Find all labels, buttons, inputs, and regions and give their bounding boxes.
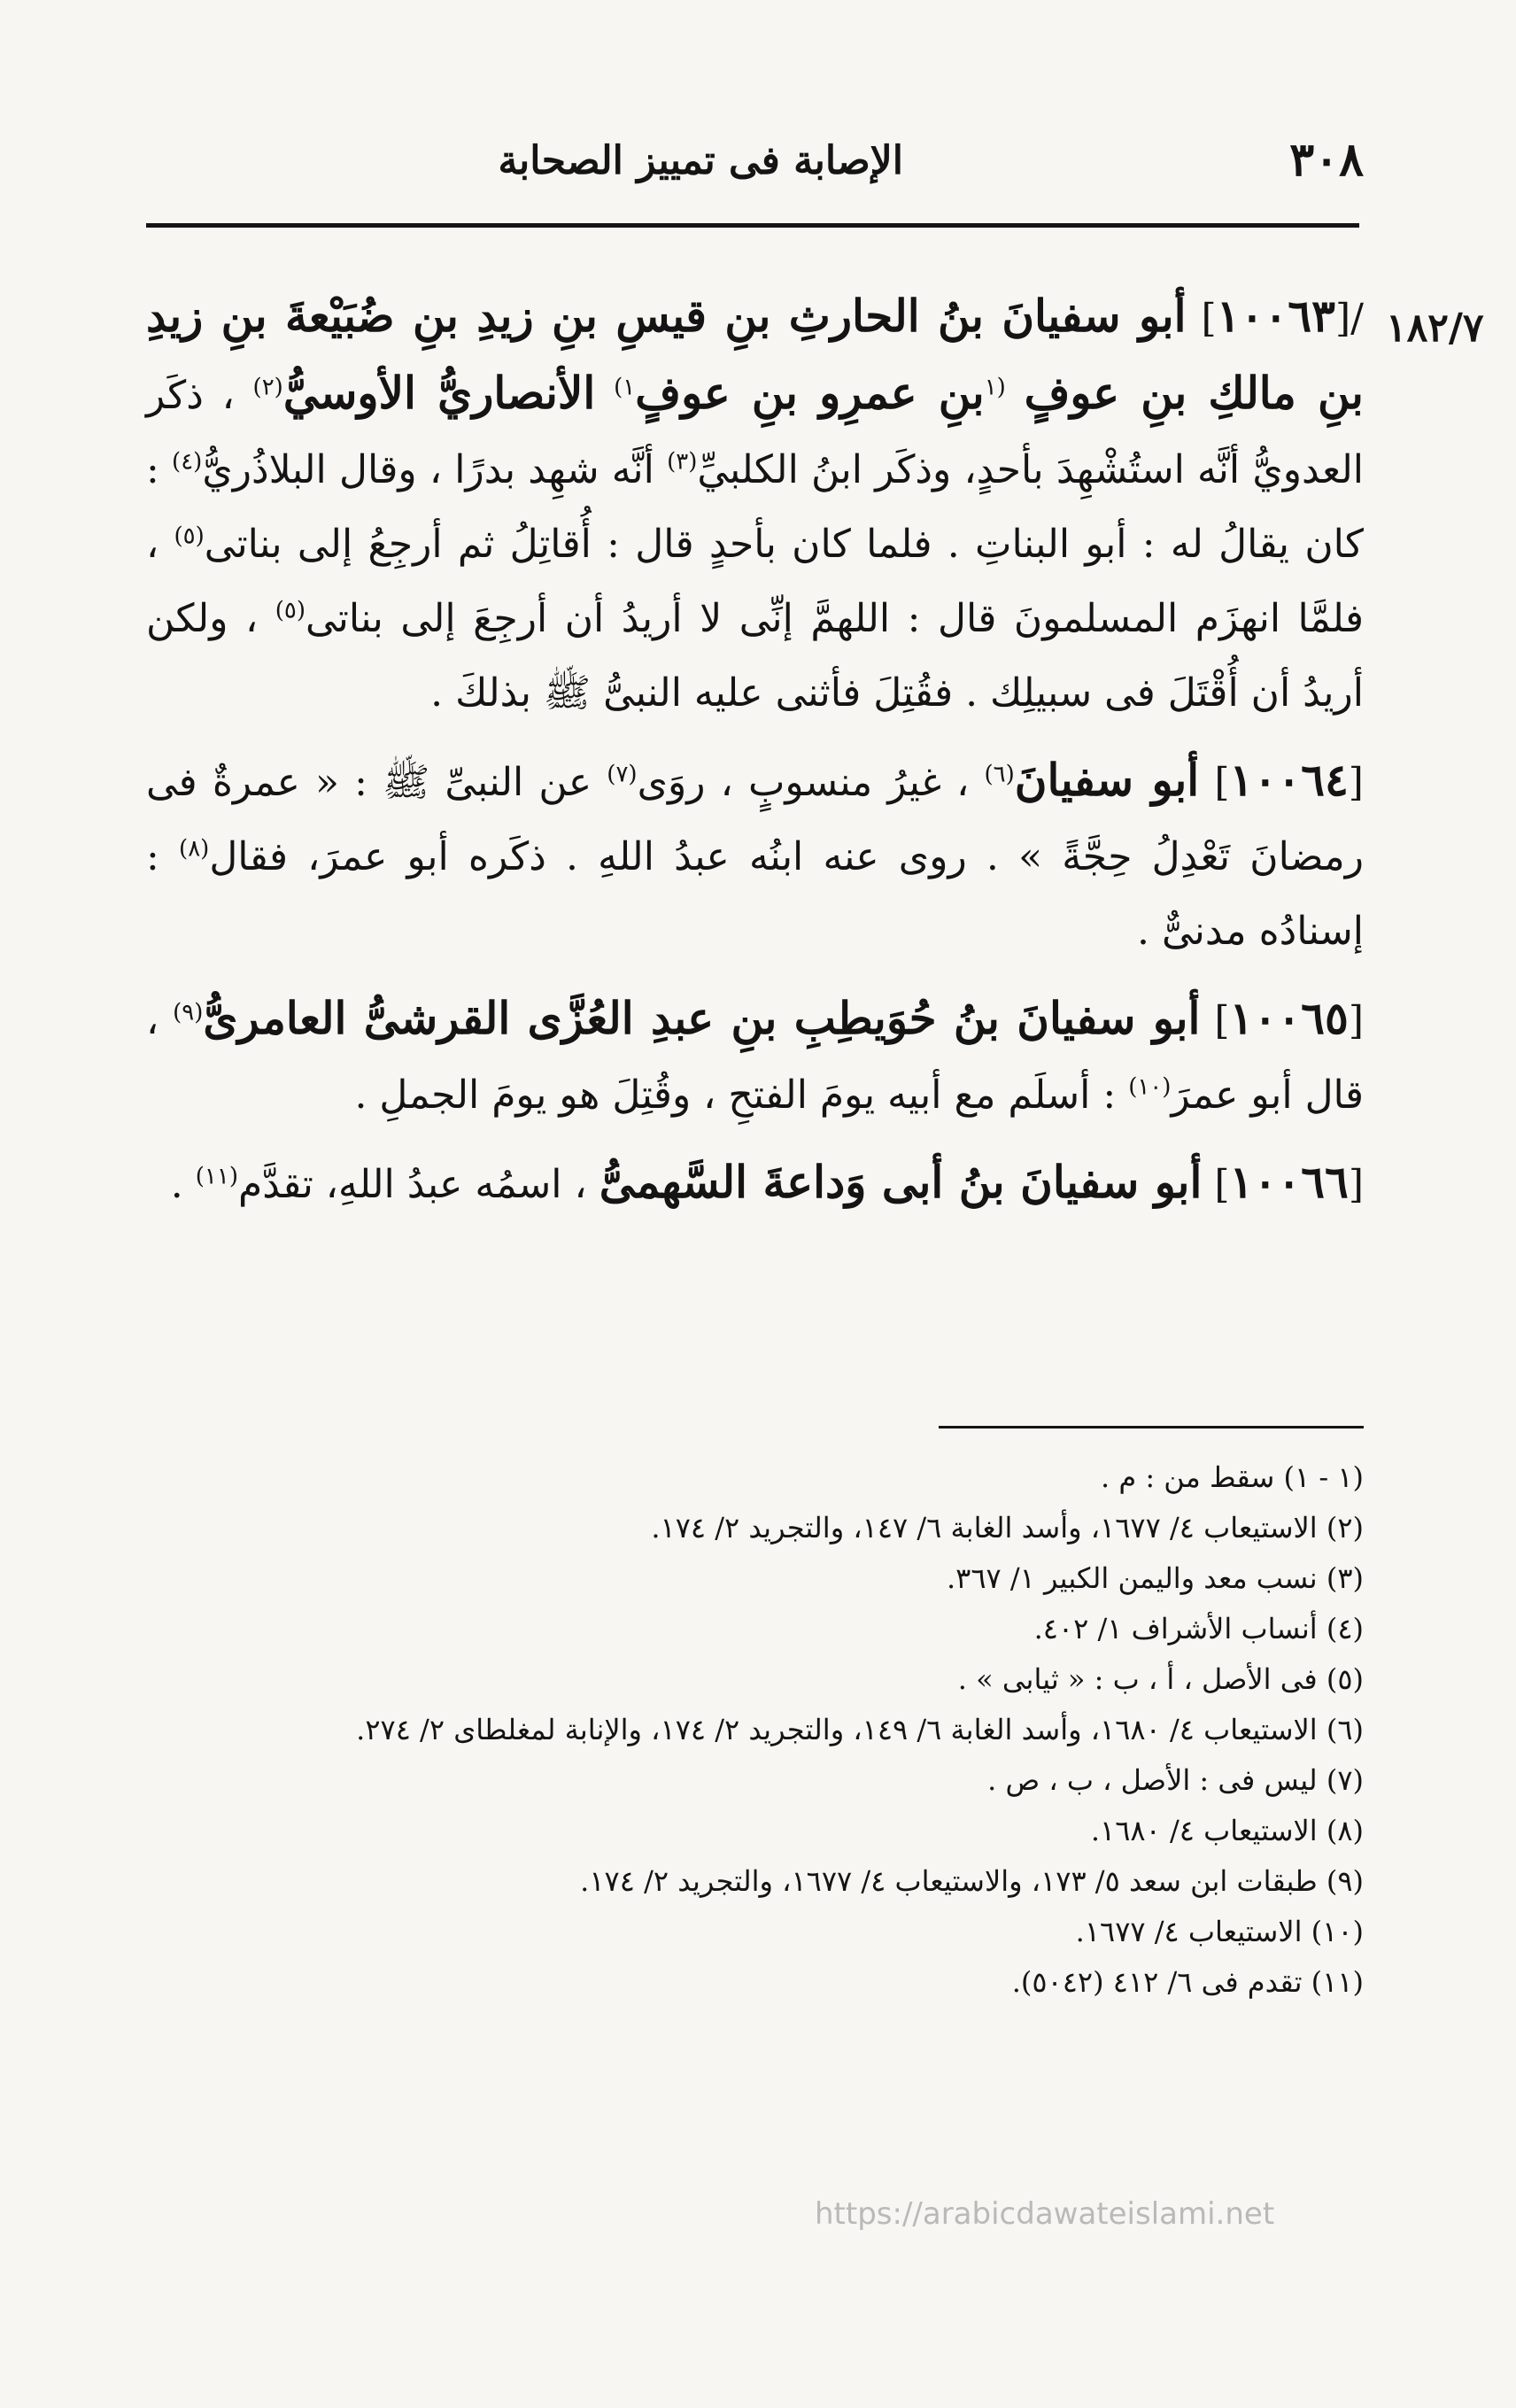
- page-number: ٣٠٨: [1289, 133, 1364, 187]
- footnote-item: (١ - ١) سقط من : م .: [1101, 1460, 1364, 1494]
- entry-name: أبو سفيانَ بنُ الحارثِ بنِ قيسِ بنِ زيدِ بنِ ضُبَيْعةَ بنِ زيدِ بنِ مالكِ بنِ عوفٍ: [146, 290, 1364, 419]
- entry-text: ، ولكن أريدُ أن أُقْتَلَ فى سبيلِك . فقُتِلَ فأثنى عليه النبىُّ ﷺ بذلكَ .: [146, 596, 1364, 716]
- entry-number: ١٠٠٦٣: [1216, 290, 1335, 342]
- entry-text: ، فلمَّا انهزَم المسلمونَ قال : اللهمَّ إنِّى لا أريدُ أن أرجِعَ إلى بناتى: [146, 522, 1364, 641]
- footnote-item: (٧) ليس فى : الأصل ، ب ، ص .: [987, 1763, 1364, 1797]
- footnote-ref: (١: [984, 374, 1006, 401]
- page-header: [146, 133, 1364, 204]
- entry-text: أنَّه شهِد بدرًا ، وقال البلاذُريُّ: [202, 447, 654, 492]
- footnote-ref: ١): [614, 374, 636, 401]
- entry-10065: [146, 981, 1364, 1133]
- entry-text: ، قال أبو عمرَ: [146, 998, 1364, 1118]
- footnote-ref: (٣): [667, 448, 698, 476]
- entry-number: ١٠٠٦٤: [1229, 754, 1349, 806]
- footnote-ref: (١١): [195, 1163, 238, 1190]
- entry-bracket: ]: [1214, 1162, 1230, 1207]
- footnote-item: (٦) الاستيعاب ٤/ ١٦٨٠، وأسد الغابة ٦/ ١٤٩، والتجريد ٢/ ١٧٤، والإنابة لمغلطاى ٢/ ٢٧٤.: [356, 1713, 1364, 1746]
- entry-nisba: الأنصاريُّ الأوسيُّ: [282, 367, 596, 419]
- footnote-item: (٣) نسب معد واليمن الكبير ١/ ٣٦٧.: [946, 1561, 1364, 1595]
- entry-10063: [146, 279, 1364, 731]
- entry-prefix: [: [1348, 760, 1364, 805]
- entry-name: أبو سفيانَ بنُ أبى وَداعةَ السَّهمىُّ: [599, 1156, 1203, 1208]
- entry-name: أبو سفيانَ: [1014, 754, 1200, 806]
- footnote-item: (٥) فى الأصل ، أ ، ب : « ثيابى » .: [957, 1662, 1364, 1696]
- footnote-ref: (٤): [172, 448, 203, 476]
- footnote-ref: (٨): [179, 835, 210, 863]
- entry-text: : أسلَم مع أبيه يومَ الفتحِ ، وقُتِلَ هو يومَ الجملِ .: [354, 1072, 1117, 1118]
- footnote-item: (٩) طبقات ابن سعد ٥/ ١٧٣، والاستيعاب ٤/ ١٦٧٧، والتجريد ٢/ ١٧٤.: [580, 1864, 1364, 1898]
- watermark-url: https://arabicdawateislami.net: [815, 2196, 1275, 2232]
- footnote-item: (١١) تقدم فى ٦/ ٤١٢ (٥٠٤٢).: [1011, 1965, 1364, 1999]
- entry-bracket: ]: [1201, 296, 1217, 341]
- header-rule: [146, 223, 1359, 228]
- entry-text: ، ذكَر العدويُّ أنَّه استُشْهِدَ بأحدٍ، وذكَر ابنُ الكلبيِّ: [146, 373, 1364, 492]
- footnote-item: (٢) الاستيعاب ٤/ ١٦٧٧، وأسد الغابة ٦/ ١٤٧، والتجريد ٢/ ١٧٤.: [651, 1511, 1364, 1545]
- entry-prefix: [: [1348, 998, 1364, 1043]
- entry-name: أبو سفيانَ بنُ حُوَيطِبِ بنِ عبدِ العُزَّى القرشىُّ العامرىُّ: [203, 992, 1201, 1044]
- entry-10064: [146, 743, 1364, 969]
- margin-reference: ١٨٢/٧: [1386, 306, 1484, 351]
- entry-text: : إسنادُه مدنىٌّ .: [146, 834, 1364, 954]
- entry-bracket: ]: [1214, 998, 1230, 1043]
- footnotes: [146, 1452, 1364, 2008]
- entry-name-part: بنِ عمرِو بنِ عوفٍ: [635, 367, 985, 419]
- footnote-item: (٨) الاستيعاب ٤/ ١٦٨٠.: [1090, 1814, 1364, 1847]
- footnote-ref: (٢): [252, 374, 283, 401]
- footnote-ref: (٧): [607, 761, 638, 788]
- footnote-ref: (٦): [984, 761, 1015, 788]
- footnote-item: (١٠) الاستيعاب ٤/ ١٦٧٧.: [1075, 1915, 1364, 1948]
- main-text: [146, 279, 1364, 1235]
- entry-text: .: [170, 1162, 183, 1207]
- entry-prefix: /[: [1334, 296, 1364, 341]
- entry-10066: [146, 1145, 1364, 1222]
- footnote-separator: [939, 1426, 1364, 1429]
- entry-number: ١٠٠٦٥: [1229, 992, 1349, 1044]
- entry-text: عن النبىِّ ﷺ : « عمرةٌ فى رمضانَ تَعْدِلُ حِجَّةً » . روى عنه ابنُه عبدُ اللهِ . ذكَره أبو عمرَ، فقال: [146, 760, 1364, 879]
- entry-text: ، غيرُ منسوبٍ ، روَى: [637, 760, 970, 805]
- entry-text: ، اسمُه عبدُ اللهِ، تقدَّم: [237, 1162, 587, 1207]
- entry-number: ١٠٠٦٦: [1229, 1156, 1349, 1208]
- footnote-ref: (٥): [174, 523, 205, 550]
- entry-bracket: ]: [1214, 760, 1230, 805]
- footnote-ref: (٩): [173, 999, 204, 1026]
- footnote-ref: (١٠): [1128, 1073, 1172, 1101]
- entry-prefix: [: [1348, 1162, 1364, 1207]
- footnote-item: (٤) أنساب الأشراف ١/ ٤٠٢.: [1033, 1612, 1364, 1645]
- running-title: الإصابة فى تمييز الصحابة: [498, 138, 903, 183]
- entry-text: : كان يقالُ له : أبو البناتِ . فلما كان بأحدٍ قال : أُقاتِلُ ثم أرجِعُ إلى بناتى: [146, 447, 1364, 567]
- footnote-ref: (٥): [275, 597, 306, 624]
